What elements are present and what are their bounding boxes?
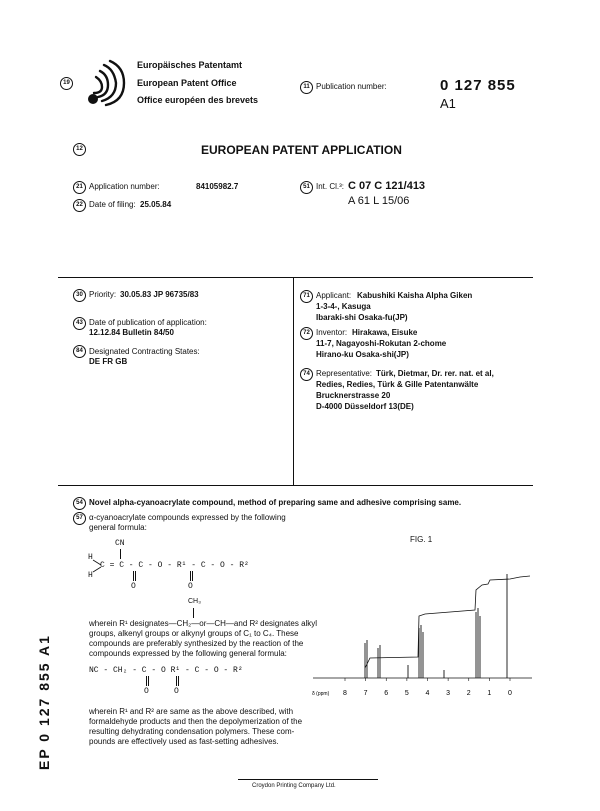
invention-title: Novel alpha-cyanoacrylate compound, method of preparing same and adhesive comprising same. <box>89 498 462 507</box>
formula-double-bond <box>148 676 149 686</box>
axis-tick-label: 8 <box>343 690 347 697</box>
inventor-label: Inventor: <box>316 328 348 337</box>
formula-double-bond <box>192 571 193 581</box>
abstract-line: wherein R¹ designates—CH₂—or—CH—and R² designates alkyl <box>89 619 318 628</box>
inid-43: 43 <box>73 317 86 330</box>
publication-date: 12.12.84 Bulletin 84/50 <box>89 328 174 337</box>
inid-12: 12 <box>73 143 86 156</box>
formula-double-bond <box>135 571 136 581</box>
int-cl-line2: A 61 L 15/06 <box>348 195 410 207</box>
applicant-line: 1-3-4-, Kasuga <box>316 302 371 311</box>
designated-states: DE FR GB <box>89 357 128 366</box>
applicant-line: Kabushiki Kaisha Alpha Giken <box>357 291 473 300</box>
inid-71: 71 <box>300 290 313 303</box>
representative-line: Türk, Dietmar, Dr. rer. nat. et al, <box>376 369 494 378</box>
axis-tick-label: 4 <box>425 690 430 697</box>
abstract-line: groups, alkenyl groups or alkynyl groups of C₁ to C₄. These <box>89 629 299 638</box>
office-name-de: Europäisches Patentamt <box>137 60 243 70</box>
application-number: 84105982.7 <box>196 182 239 191</box>
office-name-fr: Office européen des brevets <box>137 95 259 105</box>
priority-value: 30.05.83 JP 96735/83 <box>120 290 199 299</box>
axis-tick-label: 0 <box>508 690 512 697</box>
abstract-line: resulting dehydrating condensation polymers. These com- <box>89 727 295 736</box>
inid-84: 84 <box>73 345 86 358</box>
inid-51: 51 <box>300 181 313 194</box>
inventor-line: Hirakawa, Eisuke <box>352 328 418 337</box>
formula-h-top: H <box>88 553 93 562</box>
axis-tick-label: 7 <box>363 690 368 697</box>
formula-o: O <box>188 582 193 591</box>
epo-logo <box>86 57 130 107</box>
axis-tick-label: 5 <box>404 690 409 697</box>
printer-credit: Croydon Printing Company Ltd. <box>252 783 336 789</box>
designated-states-label: Designated Contracting States: <box>89 347 200 356</box>
office-name-en: European Patent Office <box>137 78 237 88</box>
representative-line: Brucknerstrasse 20 <box>316 391 391 400</box>
column-divider <box>293 277 294 485</box>
formula-1-main: C = C - C - O - R¹ - C - O - R² <box>100 561 249 570</box>
formula-bond <box>193 608 194 618</box>
abstract-line: compounds expressed by the following general formula: <box>89 649 287 658</box>
representative-line: Redies, Redies, Türk & Gille Patentanwälte <box>316 380 479 389</box>
inventor-line: 11-7, Nagayoshi-Rokutan 2-chome <box>316 339 447 348</box>
inventor-line: Hirano-ku Osaka-shi(JP) <box>316 350 409 359</box>
inid-74: 74 <box>300 368 313 381</box>
abstract-line: compounds are preferably synthesized by the reaction of the <box>89 639 304 648</box>
publication-number-label: Publication number: <box>316 82 387 91</box>
application-number-label: Application number: <box>89 182 160 191</box>
abstract-line: general formula: <box>89 523 147 532</box>
side-publication-number: EP 0 127 855 A1 <box>36 634 52 770</box>
abstract-line: pounds are effectively used as fast-setting adhesives. <box>89 737 279 746</box>
axis-tick-label: 6 <box>384 690 389 697</box>
formula-o: O <box>144 687 149 696</box>
abstract-line: α-cyanoacrylate compounds expressed by the following <box>89 513 286 522</box>
inid-11: 11 <box>300 81 313 94</box>
abstract-line: wherein R¹ and R² are same as the above described, with <box>89 707 294 716</box>
formula-double-bond <box>146 676 147 686</box>
formula-cn: CN <box>115 539 125 548</box>
applicant-line: Ibaraki-shi Osaka-fu(JP) <box>316 313 408 322</box>
axis-unit: δ (ppm) <box>312 691 330 697</box>
representative-label: Representative: <box>316 369 373 378</box>
applicant-label: Applicant: <box>316 291 352 300</box>
axis-tick-label: 1 <box>487 690 492 697</box>
axis-tick-label: 2 <box>466 690 471 697</box>
inid-30: 30 <box>73 289 86 302</box>
formula-double-bond <box>190 571 191 581</box>
inid-22: 22 <box>73 199 86 212</box>
formula-h-bottom: H <box>88 571 93 580</box>
int-cl-line1: C 07 C 121/413 <box>348 180 426 192</box>
inid-72: 72 <box>300 327 313 340</box>
formula-o: O <box>131 582 136 591</box>
inid-19: 19 <box>60 77 73 90</box>
figure-label: FIG. 1 <box>410 535 433 544</box>
representative-line: D-4000 Düsseldorf 13(DE) <box>316 402 414 411</box>
formula-o: O <box>174 687 179 696</box>
nmr-spectrum <box>310 550 535 735</box>
publication-date-label: Date of publication of application: <box>89 318 207 327</box>
bottom-rule <box>58 485 533 486</box>
formula-2-main: NC - CH₂ - C - O R¹ - C - O - R² <box>89 666 243 675</box>
int-cl-label: Int. Cl.³: <box>316 182 345 191</box>
axis-tick-label: 3 <box>446 690 451 697</box>
formula-ch3: CH₃ <box>188 598 201 605</box>
document-title: EUROPEAN PATENT APPLICATION <box>201 143 402 157</box>
filing-date-label: Date of filing: <box>89 200 136 209</box>
formula-bond <box>120 549 121 559</box>
formula-double-bond <box>176 676 177 686</box>
abstract-line: formaldehyde products and then the depolymerization of the <box>89 717 303 726</box>
inid-21: 21 <box>73 181 86 194</box>
filing-date: 25.05.84 <box>140 200 172 209</box>
formula-double-bond <box>178 676 179 686</box>
formula-double-bond <box>133 571 134 581</box>
priority-label: Priority: <box>89 290 117 299</box>
inid-57: 57 <box>73 512 86 525</box>
inid-54: 54 <box>73 497 86 510</box>
kind-code: A1 <box>440 96 456 111</box>
top-rule <box>58 277 533 278</box>
publication-number: 0 127 855 <box>440 77 516 94</box>
footer-rule <box>238 779 378 780</box>
